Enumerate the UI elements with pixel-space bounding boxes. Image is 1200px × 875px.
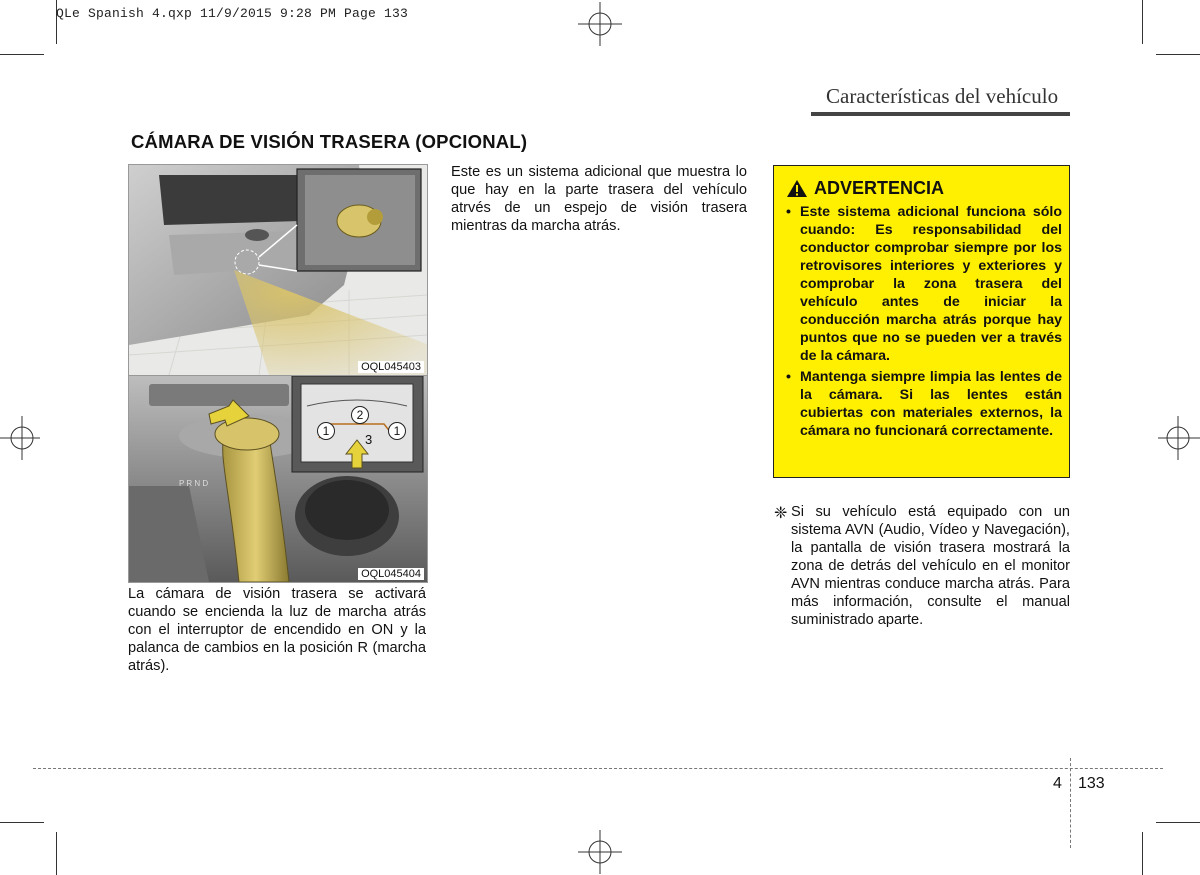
left-paragraph: La cámara de visión trasera se activará cuando se encienda la luz de marcha atrás con el interruptor de encendido en ON y la palanca de cambios en la posición R (marcha atrás).: [128, 586, 426, 674]
registration-mark-icon: [1158, 416, 1200, 460]
registration-mark-icon: [0, 416, 40, 460]
note-text: Si su vehículo está equipado con un sistema AVN (Audio, Vídeo y Navegación), la pantalla de visión trasera mostrará la zona de detrás del vehículo en el monitor AVN mientras conduce marcha atrás. Para más información, consulte el manual suministrado aparte.: [791, 504, 1070, 628]
warning-item: • Este sistema adicional funciona sólo cuando: Es responsabilidad del conductor comprobar siempre por los retrovisores interiores y exteriores y comprobar la zona trasera del vehículo antes de iniciar la conducción marcha atrás porque hay puntos que no se pueden ver a través de la cámara.: [786, 204, 1062, 364]
figure-code: OQL045403: [358, 361, 424, 373]
callout-2: 2: [351, 406, 369, 424]
warning-triangle-icon: [786, 179, 808, 198]
warning-header: [786, 178, 944, 199]
note-symbol-icon: ❈: [774, 505, 788, 522]
callout-3: 3: [365, 432, 373, 447]
footer-vertical-rule: [1070, 758, 1071, 848]
warning-box: [773, 165, 1070, 478]
registration-mark-icon: [578, 2, 622, 46]
note-paragraph: [774, 503, 1070, 629]
crop-mark: [56, 832, 57, 875]
print-slug: QLe Spanish 4.qxp 11/9/2015 9:28 PM Page 133: [56, 6, 409, 21]
crop-mark: [0, 822, 44, 823]
page-number: 133: [1078, 775, 1105, 792]
warning-list: [784, 203, 1062, 443]
chapter-number: 4: [1053, 775, 1062, 792]
intro-paragraph: Este es un sistema adicional que muestra lo que hay en la parte trasera del vehículo atrvés de un espejo de visión trasera mientras da marcha atrás.: [451, 164, 747, 234]
crop-mark: [1142, 0, 1143, 44]
callout-1-left: 1: [317, 422, 335, 440]
section-title-rule: [811, 112, 1070, 116]
warning-item: • Mantenga siempre limpia las lentes de la cámara. Si las lentes están cubiertas con materiales externos, la cámara no funcionará correctamente.: [786, 369, 1062, 439]
warning-title: ADVERTENCIA: [814, 178, 945, 198]
callout-1-right: 1: [388, 422, 406, 440]
rear-camera-location-photo: [128, 164, 428, 376]
crop-mark: [1156, 822, 1200, 823]
svg-text:P R N D: P R N D: [179, 479, 209, 488]
shifter-and-display-photo: [128, 375, 428, 583]
crop-mark: [1142, 832, 1143, 875]
crop-mark: [0, 54, 44, 55]
registration-mark-icon: [578, 830, 622, 874]
figure-code: OQL045404: [358, 568, 424, 580]
footer-rule: [33, 768, 1163, 769]
page-heading: CÁMARA DE VISIÓN TRASERA (OPCIONAL): [131, 131, 528, 152]
crop-mark: [1156, 54, 1200, 55]
section-title: Características del vehículo: [826, 84, 1059, 108]
